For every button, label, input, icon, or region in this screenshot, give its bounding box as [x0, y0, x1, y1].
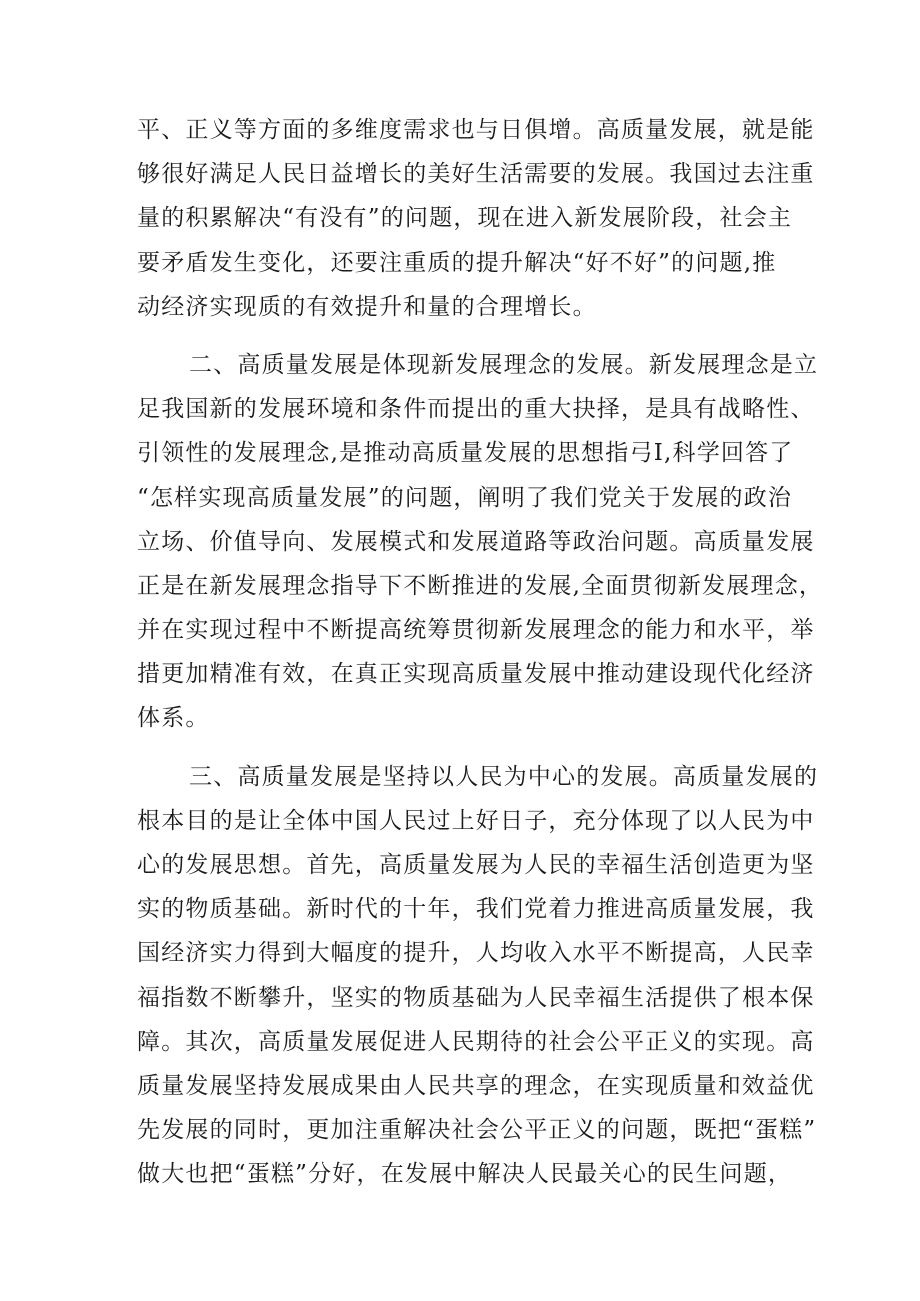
text-line: 做大也把“蛋糕”分好，在发展中解决人民最关心的民生问题， — [137, 1161, 793, 1188]
text-line: 根本目的是让全体中国人民过上好日子，充分体现了以人民为中 — [137, 807, 815, 834]
text-line: 动经济实现质的有效提升和量的合理增长。 — [137, 293, 597, 320]
text-line: 措更加精准有效，在真正实现高质量发展中推动建设现代化经济 — [137, 661, 815, 688]
text-line: 障。其次，高质量发展促进人民期待的社会公平正义的实现。高 — [137, 1028, 815, 1055]
text-line: 够很好满足人民日益增长的美好生活需要的发展。我国过去注重 — [137, 161, 815, 188]
text-line: 三、高质量发展是坚持以人民为中心的发展。高质量发展的 — [189, 763, 819, 790]
text-line: 正是在新发展理念指导下不断推进的发展,全面贯彻新发展理念， — [137, 572, 824, 599]
text-line: 先发展的同时，更加注重解决社会公平正义的问题，既把“蛋糕” — [137, 1117, 817, 1144]
text-line: 量的积累解决“有没有”的问题，现在进入新发展阶段，社会主 — [137, 205, 793, 232]
text-line: 心的发展思想。首先，高质量发展为人民的幸福生活创造更为坚 — [137, 852, 815, 878]
text-line: 实的物质基础。新时代的十年，我们党着力推进高质量发展，我 — [137, 896, 815, 923]
text-line: 二、高质量发展是体现新发展理念的发展。新发展理念是立 — [189, 351, 819, 378]
text-line: 立场、价值导向、发展模式和发展道路等政治问题。高质量发展 — [137, 528, 815, 555]
paragraph-spacer — [137, 329, 797, 343]
text-line: “怎样实现高质量发展”的问题，阐明了我们党关于发展的政治 — [137, 484, 793, 511]
text-line: 国经济实力得到大幅度的提升，人均收入水平不断提高，人民幸 — [137, 940, 815, 967]
text-line: 体系。 — [137, 705, 210, 732]
paragraph-2 — [137, 343, 824, 741]
paragraph-3 — [137, 755, 819, 1197]
paragraph-spacer — [137, 741, 797, 755]
text-line: 引领性的发展理念,是推动高质量发展的思想指弓I,科学回答了 — [137, 440, 794, 467]
text-line: 要矛盾发生变化，还要注重质的提升解决“好不好”的问题,推 — [137, 249, 777, 276]
text-line: 平、正义等方面的多维度需求也与日俱增。高质量发展，就是能 — [137, 117, 815, 143]
paragraph-1 — [137, 108, 815, 329]
text-line: 福指数不断攀升，坚实的物质基础为人民幸福生活提供了根本保 — [137, 984, 815, 1011]
text-line: 质量发展坚持发展成果由人民共享的理念，在实现质量和效益优 — [137, 1072, 815, 1099]
body-text — [137, 108, 824, 1197]
text-line: 并在实现过程中不断提高统筹贯彻新发展理念的能力和水平，举 — [137, 617, 815, 644]
text-line: 足我国新的发展环境和条件而提出的重大抉择，是具有战略性、 — [137, 396, 815, 423]
